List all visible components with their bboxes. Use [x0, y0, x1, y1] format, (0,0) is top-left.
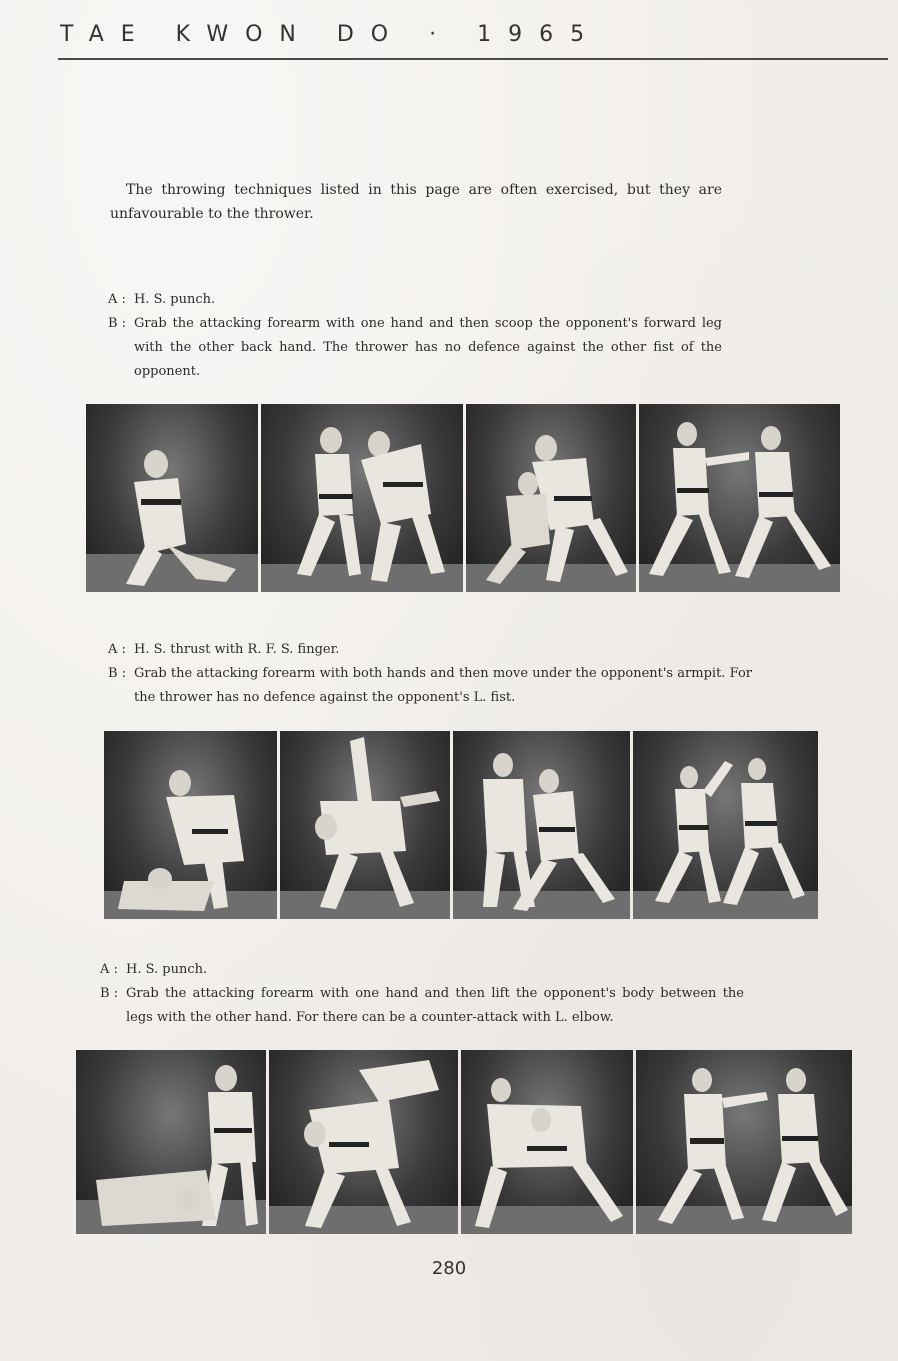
- running-header: [58, 22, 888, 60]
- technique-3-photo-sequence: [76, 1050, 852, 1234]
- attacker-description: H. S. punch.: [126, 962, 208, 977]
- technique-2-text: [108, 638, 752, 710]
- attacker-description: H. S. punch.: [134, 292, 216, 307]
- attacker-label: A :: [108, 292, 126, 307]
- photo-scooping-leg: [261, 404, 463, 592]
- photo-ready-stance: [633, 731, 818, 919]
- attacker-label: A :: [100, 962, 118, 977]
- photo-ready-stance: [636, 1050, 852, 1234]
- photo-grabbing-forearm: [466, 404, 636, 592]
- defender-label: B :: [100, 986, 119, 1001]
- attacker-label: A :: [108, 642, 126, 657]
- defender-label: B :: [108, 316, 127, 331]
- technique-2-photo-sequence: [104, 731, 818, 919]
- intro-paragraph: The throwing techniques listed in this page are often exercised, but they are unfavourable to the thrower.: [110, 182, 722, 222]
- photo-lifting-opponent: [269, 1050, 458, 1234]
- photo-stepping-under: [461, 1050, 633, 1234]
- attacker-description: H. S. thrust with R. F. S. finger.: [134, 642, 340, 657]
- page-number: 280: [431, 1258, 467, 1279]
- photo-throw-complete: [86, 404, 258, 592]
- photo-throw-complete: [76, 1050, 266, 1234]
- photo-moving-under-armpit: [453, 731, 630, 919]
- photo-throw-complete: [104, 731, 277, 919]
- header-rule: [58, 58, 888, 60]
- technique-3-text: [100, 958, 744, 1030]
- photo-overhead-throw: [280, 731, 450, 919]
- header-title: TAE KWON DO · 1965: [60, 22, 602, 47]
- defender-description: Grab the attacking forearm with one hand and then lift the opponent's body between the legs with the other hand. For there can be a counter-attack with L. elbow.: [126, 986, 744, 1025]
- defender-label: B :: [108, 666, 127, 681]
- technique-1-photo-sequence: [86, 404, 840, 592]
- defender-description: Grab the attacking forearm with both hands and then move under the opponent's armpit. For the thrower has no defence against the opponent's L. fist.: [134, 666, 752, 705]
- photo-ready-stance: [639, 404, 840, 592]
- defender-description: Grab the attacking forearm with one hand and then scoop the opponent's forward leg with the other back hand. The thrower has no defence against the other fist of the opponent.: [134, 316, 722, 379]
- technique-1-text: [108, 288, 722, 384]
